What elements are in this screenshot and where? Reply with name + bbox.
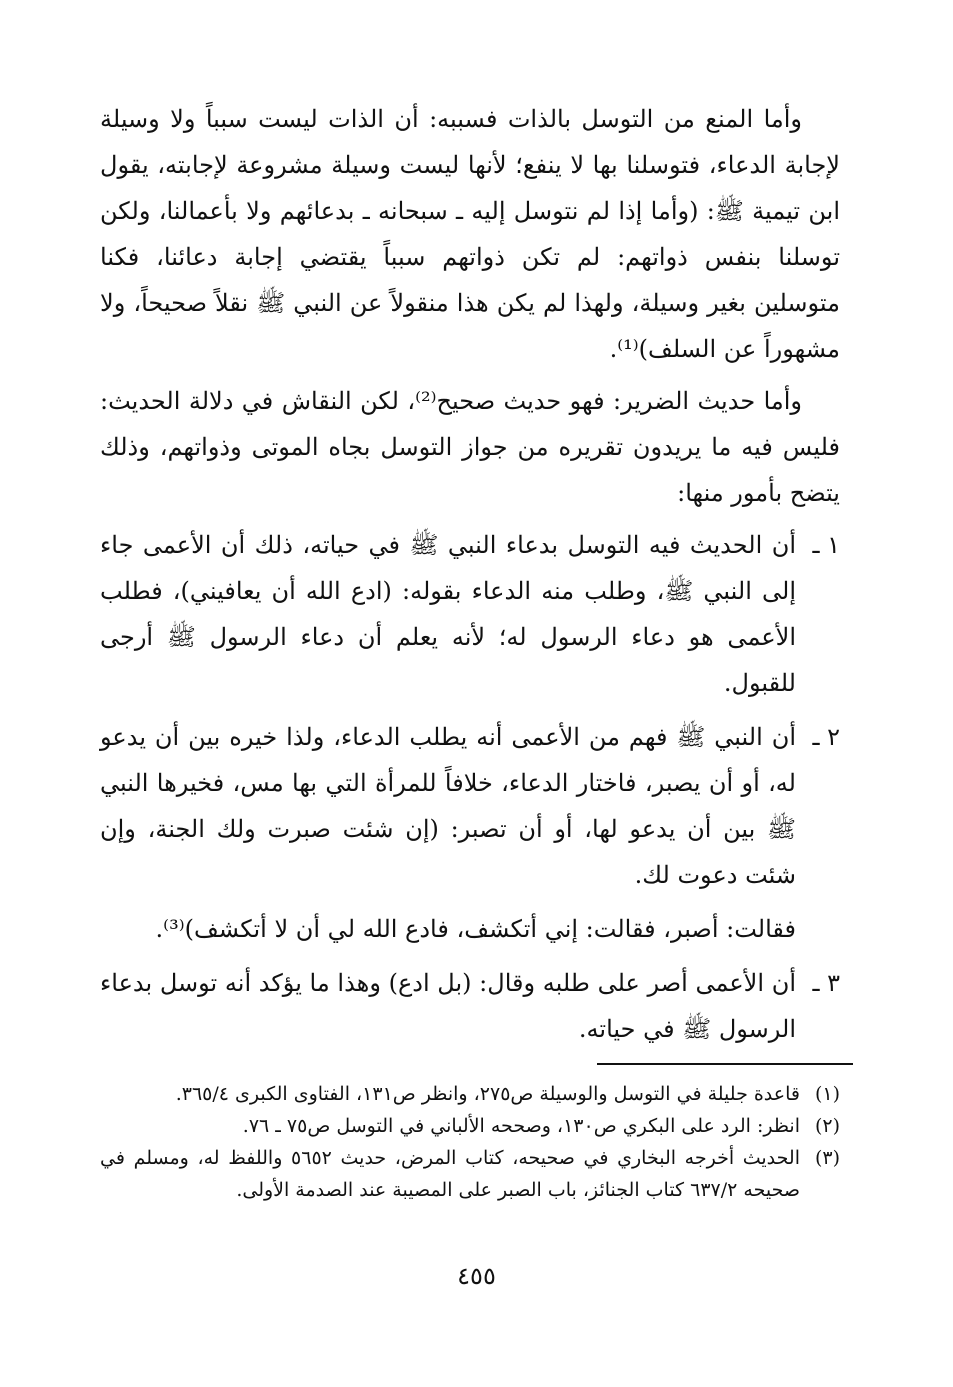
footnote (100, 1110, 840, 1142)
footnotes (100, 1078, 840, 1206)
list-item-text: أن النبي ﷺ فهم من الأعمى أنه يطلب الدعاء، ولذا خيره بين أن يدعو له، أو أن يصبر، فاختار الدعاء، خلافاً للمرأة التي بها مس، فخيرها النبي ﷺ بين أن يدعو لها، أو أن تصبر: (إن شئت صبرت ولك الجنة، وإن شئت دعوت لك. (100, 723, 796, 889)
list-item (100, 960, 840, 1052)
footnote-text: الحديث أخرجه البخاري في صحيحه، كتاب المرض، حديث ٥٦٥٢ واللفظ له، ومسلم في صحيحه ٦٣٧/٢ كتاب الجنائز، باب الصبر على المصيبة عند الصدمة الأولى. (100, 1147, 800, 1201)
footnote-number: (٣) (814, 1147, 840, 1169)
list-item-number: ١ ـ (812, 531, 840, 559)
footnote-number: (٢) (814, 1115, 840, 1137)
main-text (100, 96, 840, 1060)
footnote-text: قاعدة جليلة في التوسل والوسيلة ص٢٧٥، وانظر ص١٣١، الفتاوى الكبرى ٣٦٥/٤. (175, 1083, 800, 1105)
list-item (100, 714, 840, 898)
footnote-number: (١) (814, 1083, 840, 1105)
list-item-number: ٢ ـ (812, 723, 840, 751)
footnote (100, 1078, 840, 1110)
list-item-continuation: فقالت: أصبر، فقالت: إني أتكشف، فادع الله لي أن لا أتكشف)⁽³⁾. (155, 915, 796, 943)
paragraph-tawassul-dhat: وأما المنع من التوسل بالذات فسببه: أن الذات ليست سبباً ولا وسيلة لإجابة الدعاء، فتوسلنا بها لا ينفع؛ لأنها ليست وسيلة مشروعة لإجابته، يقول ابن تيمية ﷺ: (وأما إذا لم نتوسل إليه ـ سبحانه ـ بدعائهم ولا بأعمالنا، ولكن توسلنا بنفس ذواتهم: لم تكن ذواتهم سبباً يقتضي إجابة دعائنا، فكنا متوسلين بغير وسيلة، ولهذا لم يكن هذا منقولاً عن النبي ﷺ نقلاً صحيحاً، ولا مشهوراً عن السلف)⁽¹⁾. (100, 105, 840, 363)
footnote-separator (597, 1063, 853, 1065)
list-item-text: أن الحديث فيه التوسل بدعاء النبي ﷺ في حياته، ذلك أن الأعمى جاء إلى النبي ﷺ، وطلب منه الدعاء بقوله: (ادع الله أن يعافيني)، فطلب الأعمى هو دعاء الرسول له؛ لأنه يعلم أن دعاء الرسول ﷺ أرجى للقبول. (100, 531, 796, 697)
list-item-number: ٣ ـ (812, 969, 840, 997)
footnote-text: انظر: الرد على البكري ص١٣٠، وصححه الألباني في التوسل ص٧٥ ـ ٧٦. (242, 1115, 800, 1137)
footnote (100, 1142, 840, 1206)
page-number: ٤٥٥ (457, 1262, 496, 1290)
list-item (100, 522, 840, 706)
list-item-text: أن الأعمى أصر على طلبه وقال: (بل ادع) وهذا ما يؤكد أنه توسل بدعاء الرسول ﷺ في حياته. (100, 969, 796, 1043)
paragraph-hadith-darir: وأما حديث الضرير: فهو حديث صحيح⁽²⁾، لكن النقاش في دلالة الحديث: فليس فيه ما يريدون تقريره من جواز التوسل بجاه الموتى وذواتهم، وذلك يتضح بأمور منها: (100, 387, 840, 507)
